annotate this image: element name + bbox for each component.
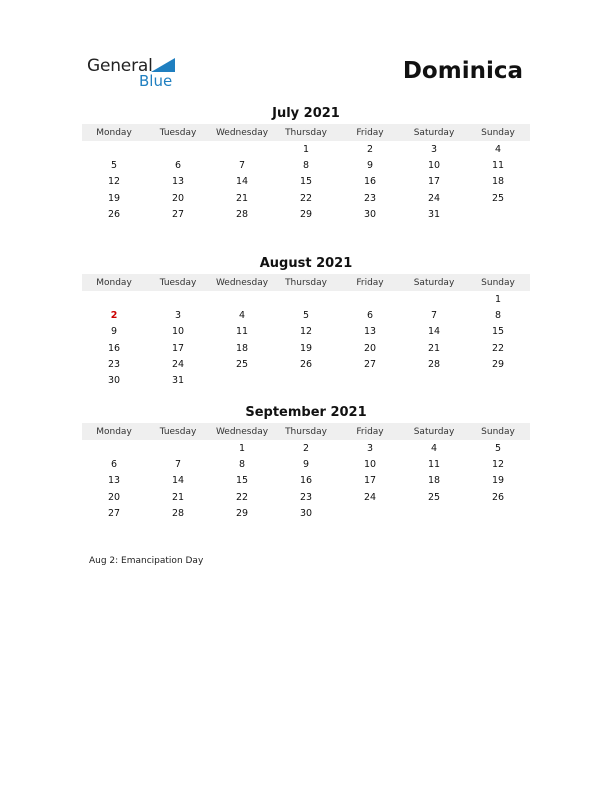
day-cell: 27 (171, 208, 185, 220)
weekday-saturday: Saturday (413, 426, 455, 437)
week-row (82, 505, 530, 521)
day-cell: 26 (107, 208, 121, 220)
day-cell: 9 (366, 159, 374, 171)
day-cell: 14 (171, 475, 185, 487)
day-cell: 19 (107, 192, 121, 204)
weekday-saturday: Saturday (413, 277, 455, 288)
week-row (82, 473, 530, 489)
week-row (82, 157, 530, 173)
day-cell: 8 (494, 309, 502, 321)
day-cell: 24 (171, 358, 185, 370)
day-cell: 7 (430, 309, 438, 321)
day-cell: 11 (427, 458, 441, 470)
day-cell: 14 (235, 176, 249, 188)
month-september (82, 405, 530, 521)
week-row (82, 372, 530, 388)
day-cell: 28 (427, 358, 441, 370)
day-cell: 15 (299, 176, 313, 188)
week-row (82, 340, 530, 356)
day-cell: 12 (299, 326, 313, 338)
weekday-thursday: Thursday (285, 277, 327, 288)
weekday-header-row (82, 423, 530, 440)
day-cell: 14 (427, 326, 441, 338)
day-cell: 21 (427, 342, 441, 354)
month-title: September 2021 (245, 405, 367, 420)
day-cell: 16 (107, 342, 121, 354)
day-cell: 20 (171, 192, 185, 204)
day-cell: 31 (427, 208, 441, 220)
logo-triangle-icon (151, 58, 175, 72)
day-cell: 15 (235, 475, 249, 487)
day-cell: 4 (238, 309, 246, 321)
weekday-tuesday: Tuesday (159, 127, 197, 138)
day-cell: 18 (491, 176, 505, 188)
day-cell: 1 (494, 293, 502, 305)
week-row (82, 174, 530, 190)
generalblue-logo (87, 56, 187, 92)
day-cell: 21 (235, 192, 249, 204)
day-cell: 23 (107, 358, 121, 370)
day-cell: 18 (427, 475, 441, 487)
day-cell: 15 (491, 326, 505, 338)
weekday-wednesday: Wednesday (215, 426, 269, 437)
holiday-day-cell: 2 (110, 309, 118, 321)
day-cell: 24 (363, 491, 377, 503)
day-cell: 6 (110, 458, 118, 470)
week-row (82, 291, 530, 307)
day-cell: 3 (174, 309, 182, 321)
day-cell: 7 (238, 159, 246, 171)
day-cell: 29 (235, 507, 249, 519)
day-cell: 11 (491, 159, 505, 171)
day-cell: 16 (363, 176, 377, 188)
day-cell: 10 (427, 159, 441, 171)
day-cell: 18 (235, 342, 249, 354)
week-row (82, 440, 530, 456)
day-cell: 13 (363, 326, 377, 338)
weekday-thursday: Thursday (285, 426, 327, 437)
weekday-monday: Monday (96, 277, 132, 288)
day-cell: 1 (238, 442, 246, 454)
day-cell: 6 (174, 159, 182, 171)
day-cell: 5 (110, 159, 118, 171)
week-row (82, 356, 530, 372)
day-cell: 11 (235, 326, 249, 338)
weekday-friday: Friday (356, 426, 384, 437)
day-cell: 4 (494, 143, 502, 155)
day-cell: 27 (107, 507, 121, 519)
day-cell: 30 (107, 375, 121, 387)
day-cell: 8 (302, 159, 310, 171)
day-cell: 10 (363, 458, 377, 470)
weekday-sunday: Sunday (481, 127, 515, 138)
day-cell: 19 (299, 342, 313, 354)
day-cell: 29 (299, 208, 313, 220)
day-cell: 23 (363, 192, 377, 204)
logo-text-blue: Blue (139, 72, 173, 90)
day-cell: 4 (430, 442, 438, 454)
weekday-friday: Friday (356, 127, 384, 138)
weekday-saturday: Saturday (413, 127, 455, 138)
day-cell: 31 (171, 375, 185, 387)
day-cell: 13 (107, 475, 121, 487)
day-cell: 17 (427, 176, 441, 188)
day-cell: 25 (235, 358, 249, 370)
week-row (82, 456, 530, 472)
weekday-sunday: Sunday (481, 426, 515, 437)
day-cell: 12 (107, 176, 121, 188)
day-cell: 17 (171, 342, 185, 354)
day-cell: 9 (110, 326, 118, 338)
day-cell: 13 (171, 176, 185, 188)
day-cell: 25 (427, 491, 441, 503)
week-row (82, 141, 530, 157)
day-cell: 9 (302, 458, 310, 470)
day-cell: 2 (302, 442, 310, 454)
day-cell: 20 (363, 342, 377, 354)
week-row (82, 190, 530, 206)
day-cell: 22 (299, 192, 313, 204)
day-cell: 7 (174, 458, 182, 470)
day-cell: 10 (171, 326, 185, 338)
weekday-tuesday: Tuesday (159, 426, 197, 437)
day-cell: 23 (299, 491, 313, 503)
day-cell: 19 (491, 475, 505, 487)
day-cell: 27 (363, 358, 377, 370)
month-title: July 2021 (272, 106, 340, 121)
month-august (82, 256, 530, 389)
day-cell: 30 (299, 507, 313, 519)
day-cell: 26 (491, 491, 505, 503)
day-cell: 29 (491, 358, 505, 370)
day-cell: 20 (107, 491, 121, 503)
day-cell: 1 (302, 143, 310, 155)
day-cell: 5 (302, 309, 310, 321)
day-cell: 28 (235, 208, 249, 220)
weekday-thursday: Thursday (285, 127, 327, 138)
weekday-sunday: Sunday (481, 277, 515, 288)
week-row (82, 324, 530, 340)
day-cell: 3 (366, 442, 374, 454)
holiday-note: Aug 2: Emancipation Day (89, 556, 204, 566)
day-cell: 17 (363, 475, 377, 487)
logo-text-general: General (87, 56, 153, 76)
month-title: August 2021 (259, 256, 353, 271)
day-cell: 22 (235, 491, 249, 503)
week-row (82, 206, 530, 222)
day-cell: 30 (363, 208, 377, 220)
day-cell: 16 (299, 475, 313, 487)
weekday-wednesday: Wednesday (215, 127, 269, 138)
month-july (82, 106, 530, 222)
day-cell: 2 (366, 143, 374, 155)
weekday-tuesday: Tuesday (159, 277, 197, 288)
day-cell: 24 (427, 192, 441, 204)
day-cell: 26 (299, 358, 313, 370)
day-cell: 21 (171, 491, 185, 503)
weekday-wednesday: Wednesday (215, 277, 269, 288)
day-cell: 22 (491, 342, 505, 354)
weekday-monday: Monday (96, 127, 132, 138)
day-cell: 6 (366, 309, 374, 321)
week-row (82, 307, 530, 323)
day-cell: 12 (491, 458, 505, 470)
day-cell: 8 (238, 458, 246, 470)
holiday-notes (89, 556, 203, 566)
weekday-header-row (82, 274, 530, 291)
day-cell: 3 (430, 143, 438, 155)
country-title: Dominica (402, 58, 523, 84)
weekday-monday: Monday (96, 426, 132, 437)
day-cell: 25 (491, 192, 505, 204)
day-cell: 28 (171, 507, 185, 519)
weekday-friday: Friday (356, 277, 384, 288)
day-cell: 5 (494, 442, 502, 454)
week-row (82, 489, 530, 505)
weekday-header-row (82, 124, 530, 141)
